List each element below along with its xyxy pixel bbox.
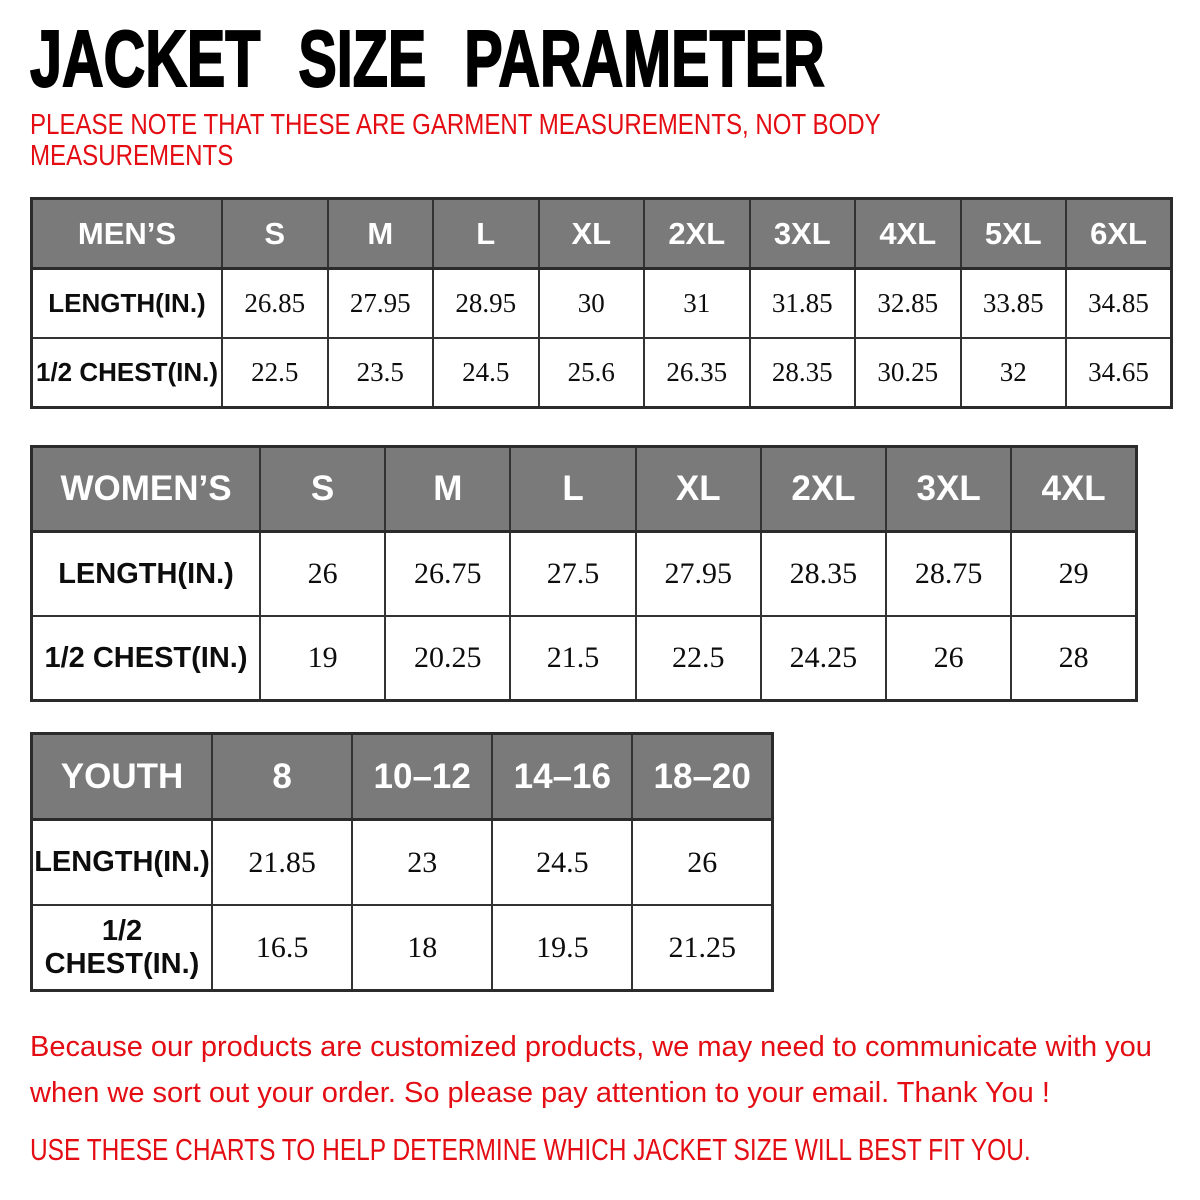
size-value-cell: 28.35 <box>761 532 886 617</box>
size-value-cell: 24.5 <box>433 338 539 408</box>
size-value-cell: 27.95 <box>328 269 434 339</box>
measurement-row <box>32 269 1172 339</box>
customization-notice: Because our products are customized products, we may need to communicate with you when we sort out your order. So please pay attention to your email. Thank You ! <box>30 1031 1152 1109</box>
size-column-header: L <box>510 447 635 532</box>
size-value-cell: 23.5 <box>328 338 434 408</box>
page-title: JACKET SIZE PARAMETER <box>30 14 825 103</box>
size-value-cell: 26 <box>632 820 772 906</box>
size-value-cell: 34.85 <box>1066 269 1172 339</box>
row-label: 1/2 CHEST(IN.) <box>32 616 261 701</box>
size-value-cell: 26.35 <box>644 338 750 408</box>
size-value-cell: 24.25 <box>761 616 886 701</box>
size-column-header: 8 <box>212 734 352 820</box>
size-value-cell: 21.5 <box>510 616 635 701</box>
size-value-cell: 22.5 <box>636 616 761 701</box>
size-value-cell: 19.5 <box>492 905 632 991</box>
size-value-cell: 31.85 <box>750 269 856 339</box>
size-column-header: M <box>328 199 434 269</box>
size-value-cell: 27.95 <box>636 532 761 617</box>
size-column-header: 2XL <box>761 447 886 532</box>
size-value-cell: 19 <box>260 616 385 701</box>
size-value-cell: 34.65 <box>1066 338 1172 408</box>
size-value-cell: 26 <box>886 616 1011 701</box>
measurement-row <box>32 338 1172 408</box>
size-value-cell: 26.75 <box>385 532 510 617</box>
table-title-cell: WOMEN’S <box>32 447 261 532</box>
size-value-cell: 23 <box>352 820 492 906</box>
header-row <box>32 199 1172 269</box>
size-value-cell: 32.85 <box>855 269 961 339</box>
size-value-cell: 16.5 <box>212 905 352 991</box>
table-title-cell: MEN’S <box>32 199 223 269</box>
size-value-cell: 26.85 <box>222 269 328 339</box>
measurement-row <box>32 820 773 906</box>
size-value-cell: 25.6 <box>539 338 645 408</box>
size-value-cell: 30 <box>539 269 645 339</box>
size-value-cell: 24.5 <box>492 820 632 906</box>
row-label: LENGTH(IN.) <box>32 269 223 339</box>
row-label: 1/2 CHEST(IN.) <box>32 338 223 408</box>
size-column-header: 5XL <box>961 199 1067 269</box>
size-value-cell: 29 <box>1011 532 1136 617</box>
size-column-header: 14–16 <box>492 734 632 820</box>
size-column-header: XL <box>539 199 645 269</box>
size-value-cell: 21.25 <box>632 905 772 991</box>
size-column-header: XL <box>636 447 761 532</box>
measurement-row <box>32 616 1137 701</box>
garment-measurement-note: PLEASE NOTE THAT THESE ARE GARMENT MEASUREMENTS, NOT BODY MEASUREMENTS <box>30 109 881 172</box>
size-value-cell: 26 <box>260 532 385 617</box>
header-row <box>32 447 1137 532</box>
measurement-row <box>32 905 773 991</box>
size-value-cell: 33.85 <box>961 269 1067 339</box>
size-value-cell: 32 <box>961 338 1067 408</box>
size-column-header: M <box>385 447 510 532</box>
size-value-cell: 18 <box>352 905 492 991</box>
size-value-cell: 28.75 <box>886 532 1011 617</box>
header-row <box>32 734 773 820</box>
size-column-header: 2XL <box>644 199 750 269</box>
size-value-cell: 28.95 <box>433 269 539 339</box>
size-value-cell: 21.85 <box>212 820 352 906</box>
size-column-header: 18–20 <box>632 734 772 820</box>
size-column-header: 4XL <box>855 199 961 269</box>
size-column-header: 10–12 <box>352 734 492 820</box>
mens-size-table <box>30 197 1173 409</box>
table-title-cell: YOUTH <box>32 734 213 820</box>
chart-usage-note: USE THESE CHARTS TO HELP DETERMINE WHICH JACKET SIZE WILL BEST FIT YOU. <box>30 1132 1031 1167</box>
size-value-cell: 28 <box>1011 616 1136 701</box>
womens-size-table <box>30 445 1138 702</box>
row-label: LENGTH(IN.) <box>32 532 261 617</box>
size-column-header: 4XL <box>1011 447 1136 532</box>
size-value-cell: 20.25 <box>385 616 510 701</box>
row-label: 1/2 CHEST(IN.) <box>32 905 213 991</box>
size-value-cell: 22.5 <box>222 338 328 408</box>
size-column-header: S <box>260 447 385 532</box>
row-label: LENGTH(IN.) <box>32 820 213 906</box>
size-value-cell: 27.5 <box>510 532 635 617</box>
size-value-cell: 31 <box>644 269 750 339</box>
size-column-header: L <box>433 199 539 269</box>
size-column-header: 6XL <box>1066 199 1172 269</box>
size-column-header: 3XL <box>886 447 1011 532</box>
size-value-cell: 28.35 <box>750 338 856 408</box>
size-column-header: 3XL <box>750 199 856 269</box>
size-column-header: S <box>222 199 328 269</box>
youth-size-table <box>30 732 774 992</box>
size-value-cell: 30.25 <box>855 338 961 408</box>
measurement-row <box>32 532 1137 617</box>
